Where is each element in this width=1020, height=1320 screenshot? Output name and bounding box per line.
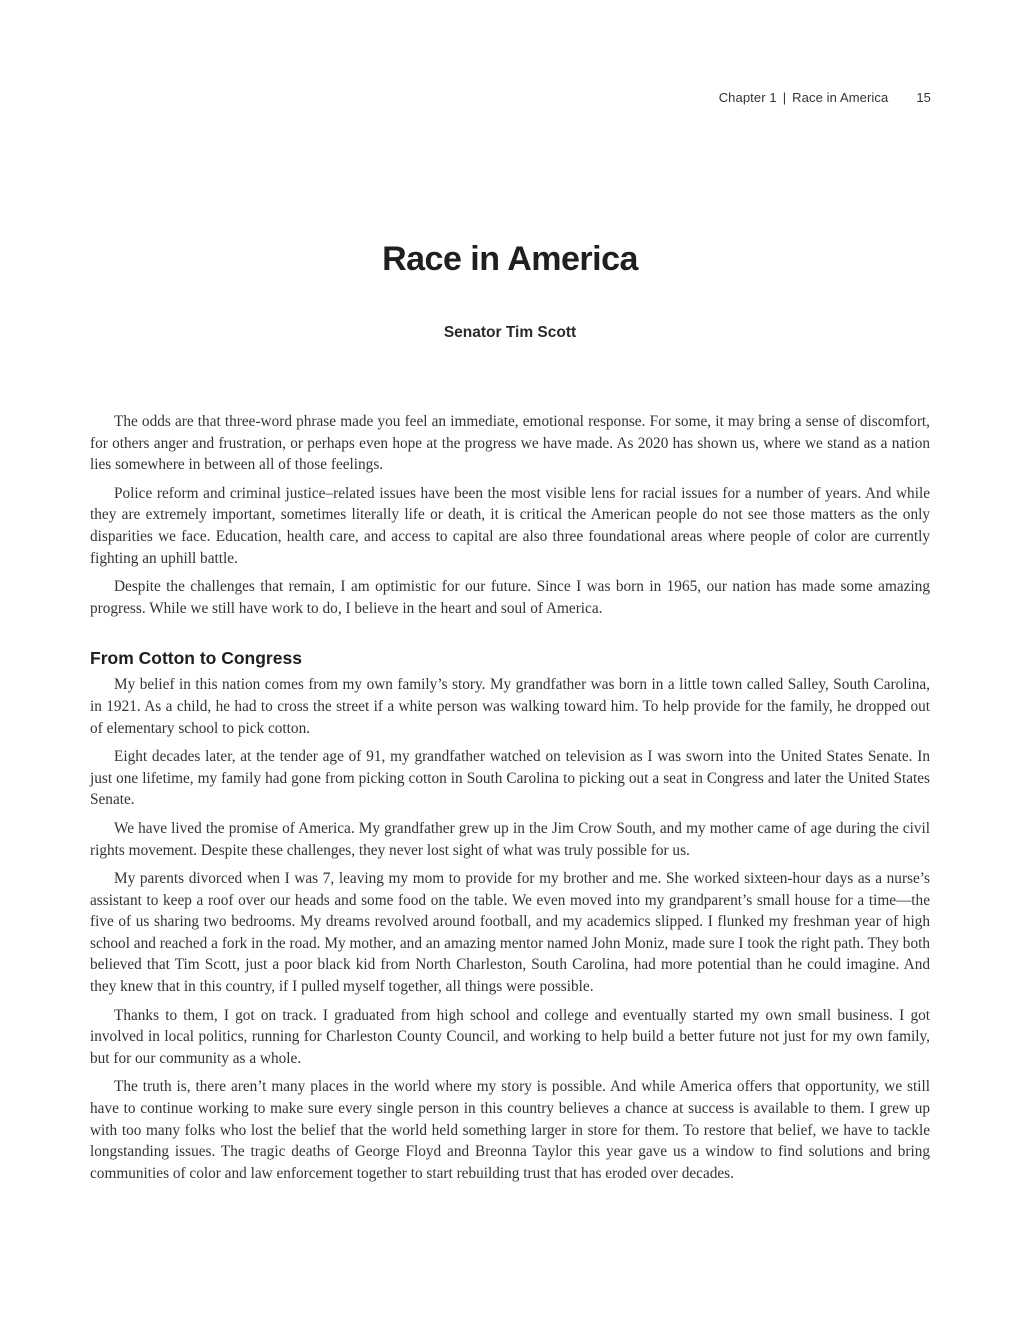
paragraph: The truth is, there aren’t many places in the world where my story is possible. And while America offers that opportunity, we still have to continue working to make sure every single person in this country believes a chance at success is available to them. I grew up with too many folks who lost the belief that the world held something larger in store for them. To restore that belief, we have to tackle longstanding issues. The tragic deaths of George Floyd and Breonna Taylor this year gave us a window to find solutions and bring communities of color and law enforcement together to start rebuilding trust that has eroded over decades.: [90, 1078, 930, 1182]
running-head-separator: |: [782, 90, 787, 105]
page-title: Race in America: [382, 240, 638, 278]
paragraph: My belief in this nation comes from my own family’s story. My grandfather was born in a little town called Salley, South Carolina, in 1921. As a child, he had to cross the street if a white person was walking toward him. To help provide for the family, he dropped out of elementary school to pick cotton.: [90, 676, 930, 737]
running-head-title: Race in America: [792, 90, 889, 105]
running-head-chapter: Chapter 1: [718, 90, 777, 105]
paragraph: We have lived the promise of America. My grandfather grew up in the Jim Crow South, and my mother came of age during the civil rights movement. Despite these challenges, they never lost sight of what was truly possible for us.: [90, 819, 930, 859]
paragraph: The odds are that three-word phrase made you feel an immediate, emotional response. For some, it may bring a sense of discomfort, for others anger and frustration, or perhaps even hope at the progress we have made. As 2020 has shown us, where we stand as a nation lies somewhere in between all of those feelings.: [90, 413, 930, 474]
paragraph: Eight decades later, at the tender age of 91, my grandfather watched on television as I was sworn into the United States Senate. In just one lifetime, my family had gone from picking cotton in South Carolina to picking out a seat in Congress and later the United States Senate.: [90, 748, 930, 809]
paragraph: My parents divorced when I was 7, leaving my mom to provide for my brother and me. She worked sixteen-hour days as a nurse’s assistant to keep a roof over our heads and some food on the table. We even moved into my grandparent’s small house for a time—the five of us sharing two bedrooms. My dreams revolved around football, and my academics slipped. I flunked my freshman year of high school and reached a fork in the road. My mother, and an amazing mentor named John Moniz, made sure I took the right path. They both believed that Tim Scott, just a poor black kid from North Charleston, South Carolina, had more potential than he could imagine. And they knew that in this country, if I pulled myself together, all things were possible.: [90, 870, 930, 996]
author-byline: Senator Tim Scott: [443, 324, 577, 341]
page-number: 15: [916, 90, 931, 105]
paragraph: Despite the challenges that remain, I am optimistic for our future. Since I was born in 1965, our nation has made some amazing progress. While we still have work to do, I believe in the heart and soul of America.: [90, 578, 930, 617]
paragraph: Thanks to them, I got on track. I graduated from high school and college and eventually started my own small business. I got involved in local politics, running for Charleston County Council, and working to help build a better future not just for my own family, but for our community as a whole.: [90, 1006, 930, 1067]
body-text: [90, 411, 930, 1191]
section-heading: From Cotton to Congress: [90, 648, 302, 669]
paragraph: Police reform and criminal justice–related issues have been the most visible lens for racial issues for a number of years. And while they are extremely important, sometimes literally life or death, it is critical the American people do not see those matters as the only disparities we face. Education, health care, and access to capital are also three foundational areas where people of color are currently fighting an uphill battle.: [90, 484, 930, 567]
running-head: [719, 90, 931, 105]
